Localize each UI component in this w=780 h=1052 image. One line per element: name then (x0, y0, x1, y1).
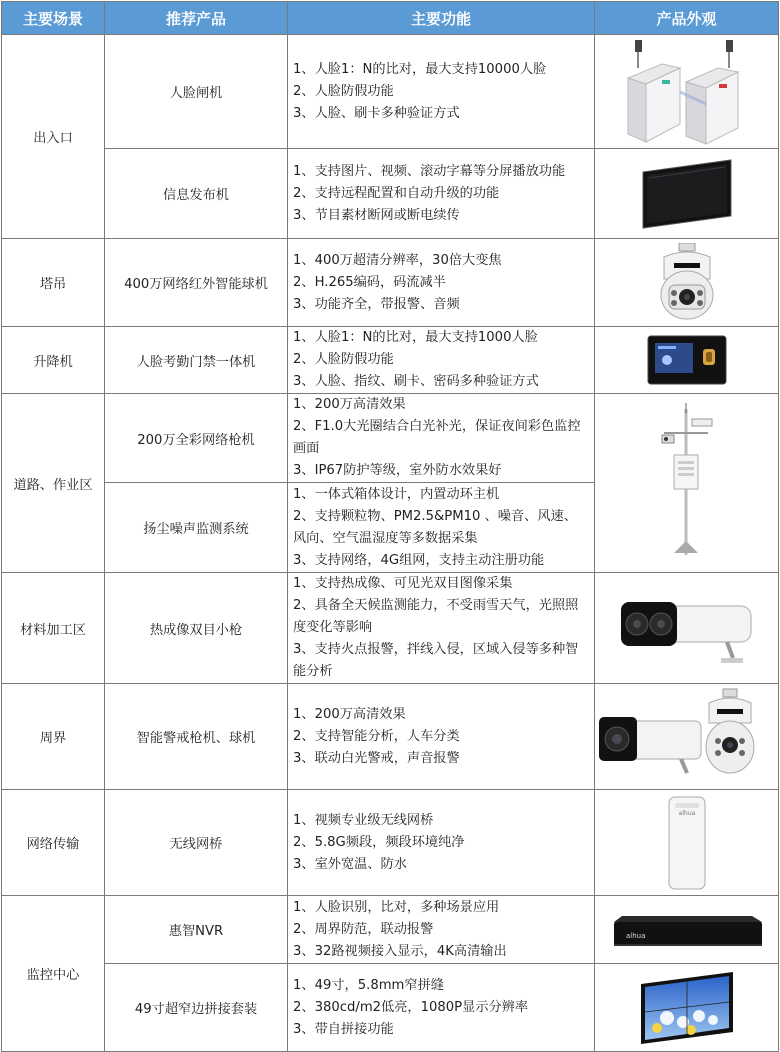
product-cell: 200万全彩网络枪机 (105, 394, 288, 483)
thermal-camera-image (617, 588, 757, 668)
feature-line: 3、功能齐全，带报警、音频 (293, 296, 460, 312)
scene-cell: 网络传输 (2, 790, 105, 896)
feature-line: 2、支持智能分析，人车分类 (293, 728, 460, 744)
scene-cell: 材料加工区 (2, 573, 105, 684)
feature-cell (288, 896, 595, 964)
bullet-and-dome-camera-image (597, 687, 777, 787)
scene-cell: 道路、作业区 (2, 394, 105, 573)
feature-cell (288, 394, 595, 483)
display-screen-image (639, 158, 735, 230)
feature-line: 1、一体式箱体设计，内置动环主机 (293, 486, 500, 502)
feature-line: 2、具备全天候监测能力，不受雨雪天气，光照照度变化等影响 (293, 598, 579, 635)
header-appearance: 产品外观 (595, 2, 779, 35)
product-cell: 智能警戒枪机、球机 (105, 684, 288, 790)
feature-line: 3、带自拼接功能 (293, 1021, 394, 1037)
feature-cell (288, 964, 595, 1052)
table-row (2, 896, 779, 964)
feature-line: 1、49寸，5.8mm窄拼缝 (293, 977, 444, 993)
nvr-image (612, 908, 762, 952)
feature-line: 3、IP67防护等级，室外防水效果好 (293, 463, 502, 478)
feature-line: 3、节目素材断网或断电续传 (293, 207, 460, 223)
appearance-cell (595, 790, 779, 896)
scene-cell: 出入口 (2, 35, 105, 239)
appearance-cell (595, 896, 779, 964)
feature-line: 3、人脸、刷卡多种验证方式 (293, 105, 460, 121)
product-cell: 人脸闸机 (105, 35, 288, 149)
scene-cell: 塔吊 (2, 239, 105, 327)
feature-line: 2、5.8G频段，频段环境纯净 (293, 834, 465, 850)
brand-logo: alhua (678, 809, 695, 817)
dust-monitor-image (652, 403, 722, 563)
access-terminal-image (647, 335, 727, 385)
appearance-cell (595, 239, 779, 327)
scene-cell: 监控中心 (2, 896, 105, 1052)
appearance-cell (595, 684, 779, 790)
header-scene: 主要场景 (2, 2, 105, 35)
feature-cell (288, 573, 595, 684)
feature-cell (288, 483, 595, 573)
product-cell: 扬尘噪声监测系统 (105, 483, 288, 573)
feature-cell (288, 149, 595, 239)
feature-line: 2、F1.0大光圈结合白光补光，保证夜间彩色监控画面 (293, 419, 581, 456)
feature-line: 1、视频专业级无线网桥 (293, 812, 434, 828)
product-cell: 热成像双目小枪 (105, 573, 288, 684)
feature-cell (288, 35, 595, 149)
product-cell: 无线网桥 (105, 790, 288, 896)
feature-line: 3、支持火点报警，拌线入侵，区域入侵等多种智能分析 (293, 642, 579, 679)
table-row (2, 327, 779, 394)
appearance-cell (595, 394, 779, 573)
feature-line: 1、200万高清效果 (293, 706, 406, 722)
feature-line: 1、400万超清分辨率，30倍大变焦 (293, 252, 502, 268)
wireless-bridge-image (665, 795, 709, 891)
feature-cell (288, 239, 595, 327)
product-cell: 惠智NVR (105, 896, 288, 964)
feature-cell (288, 790, 595, 896)
scene-cell: 周界 (2, 684, 105, 790)
ptz-camera-image (652, 243, 722, 323)
feature-line: 3、室外宽温、防水 (293, 856, 407, 872)
table-row (2, 964, 779, 1052)
feature-line: 2、人脸防假功能 (293, 83, 394, 99)
feature-line: 1、支持热成像、可见光双目图像采集 (293, 576, 513, 591)
table-row (2, 35, 779, 149)
table-row (2, 149, 779, 239)
table-row (2, 394, 779, 483)
feature-line: 1、人脸识别，比对，多种场景应用 (293, 899, 500, 915)
scene-cell: 升降机 (2, 327, 105, 394)
product-table (1, 1, 779, 1052)
feature-line: 2、周界防范，联动报警 (293, 921, 434, 937)
product-cell: 信息发布机 (105, 149, 288, 239)
brand-logo: alhua (625, 931, 645, 940)
product-cell: 400万网络红外智能球机 (105, 239, 288, 327)
face-gate-image (622, 38, 752, 146)
feature-line: 2、380cd/m2低亮，1080P显示分辨率 (293, 999, 529, 1015)
product-cell: 49寸超窄边拼接套装 (105, 964, 288, 1052)
feature-line: 2、支持远程配置和自动升级的功能 (293, 185, 500, 201)
product-cell: 人脸考勤门禁一体机 (105, 327, 288, 394)
feature-line: 3、支持网络，4G组网，支持主动注册功能 (293, 552, 545, 568)
feature-line: 2、人脸防假功能 (293, 352, 394, 367)
feature-line: 1、200万高清效果 (293, 397, 406, 412)
table-row (2, 684, 779, 790)
feature-line: 1、人脸1：N的比对，最大支持10000人脸 (293, 61, 547, 77)
feature-line: 1、人脸1：N的比对，最大支持1000人脸 (293, 330, 538, 345)
appearance-cell (595, 149, 779, 239)
header-function: 主要功能 (288, 2, 595, 35)
feature-line: 3、人脸、指纹、刷卡、密码多种验证方式 (293, 374, 539, 389)
feature-line: 3、联动白光警戒，声音报警 (293, 750, 460, 766)
table-row (2, 573, 779, 684)
feature-line: 2、H.265编码，码流减半 (293, 274, 446, 290)
feature-line: 2、支持颗粒物、PM2.5&PM10 、噪音、风速、风向、空气温湿度等多数据采集 (293, 508, 577, 546)
table-row (2, 239, 779, 327)
table-row (2, 790, 779, 896)
header-product: 推荐产品 (105, 2, 288, 35)
appearance-cell (595, 964, 779, 1052)
feature-line: 1、支持图片、视频、滚动字幕等分屏播放功能 (293, 163, 566, 179)
feature-cell (288, 684, 595, 790)
video-wall-image (637, 970, 737, 1046)
feature-line: 3、32路视频接入显示，4K高清输出 (293, 943, 507, 959)
appearance-cell (595, 327, 779, 394)
feature-cell (288, 327, 595, 394)
appearance-cell (595, 573, 779, 684)
header-row (2, 2, 779, 35)
appearance-cell (595, 35, 779, 149)
